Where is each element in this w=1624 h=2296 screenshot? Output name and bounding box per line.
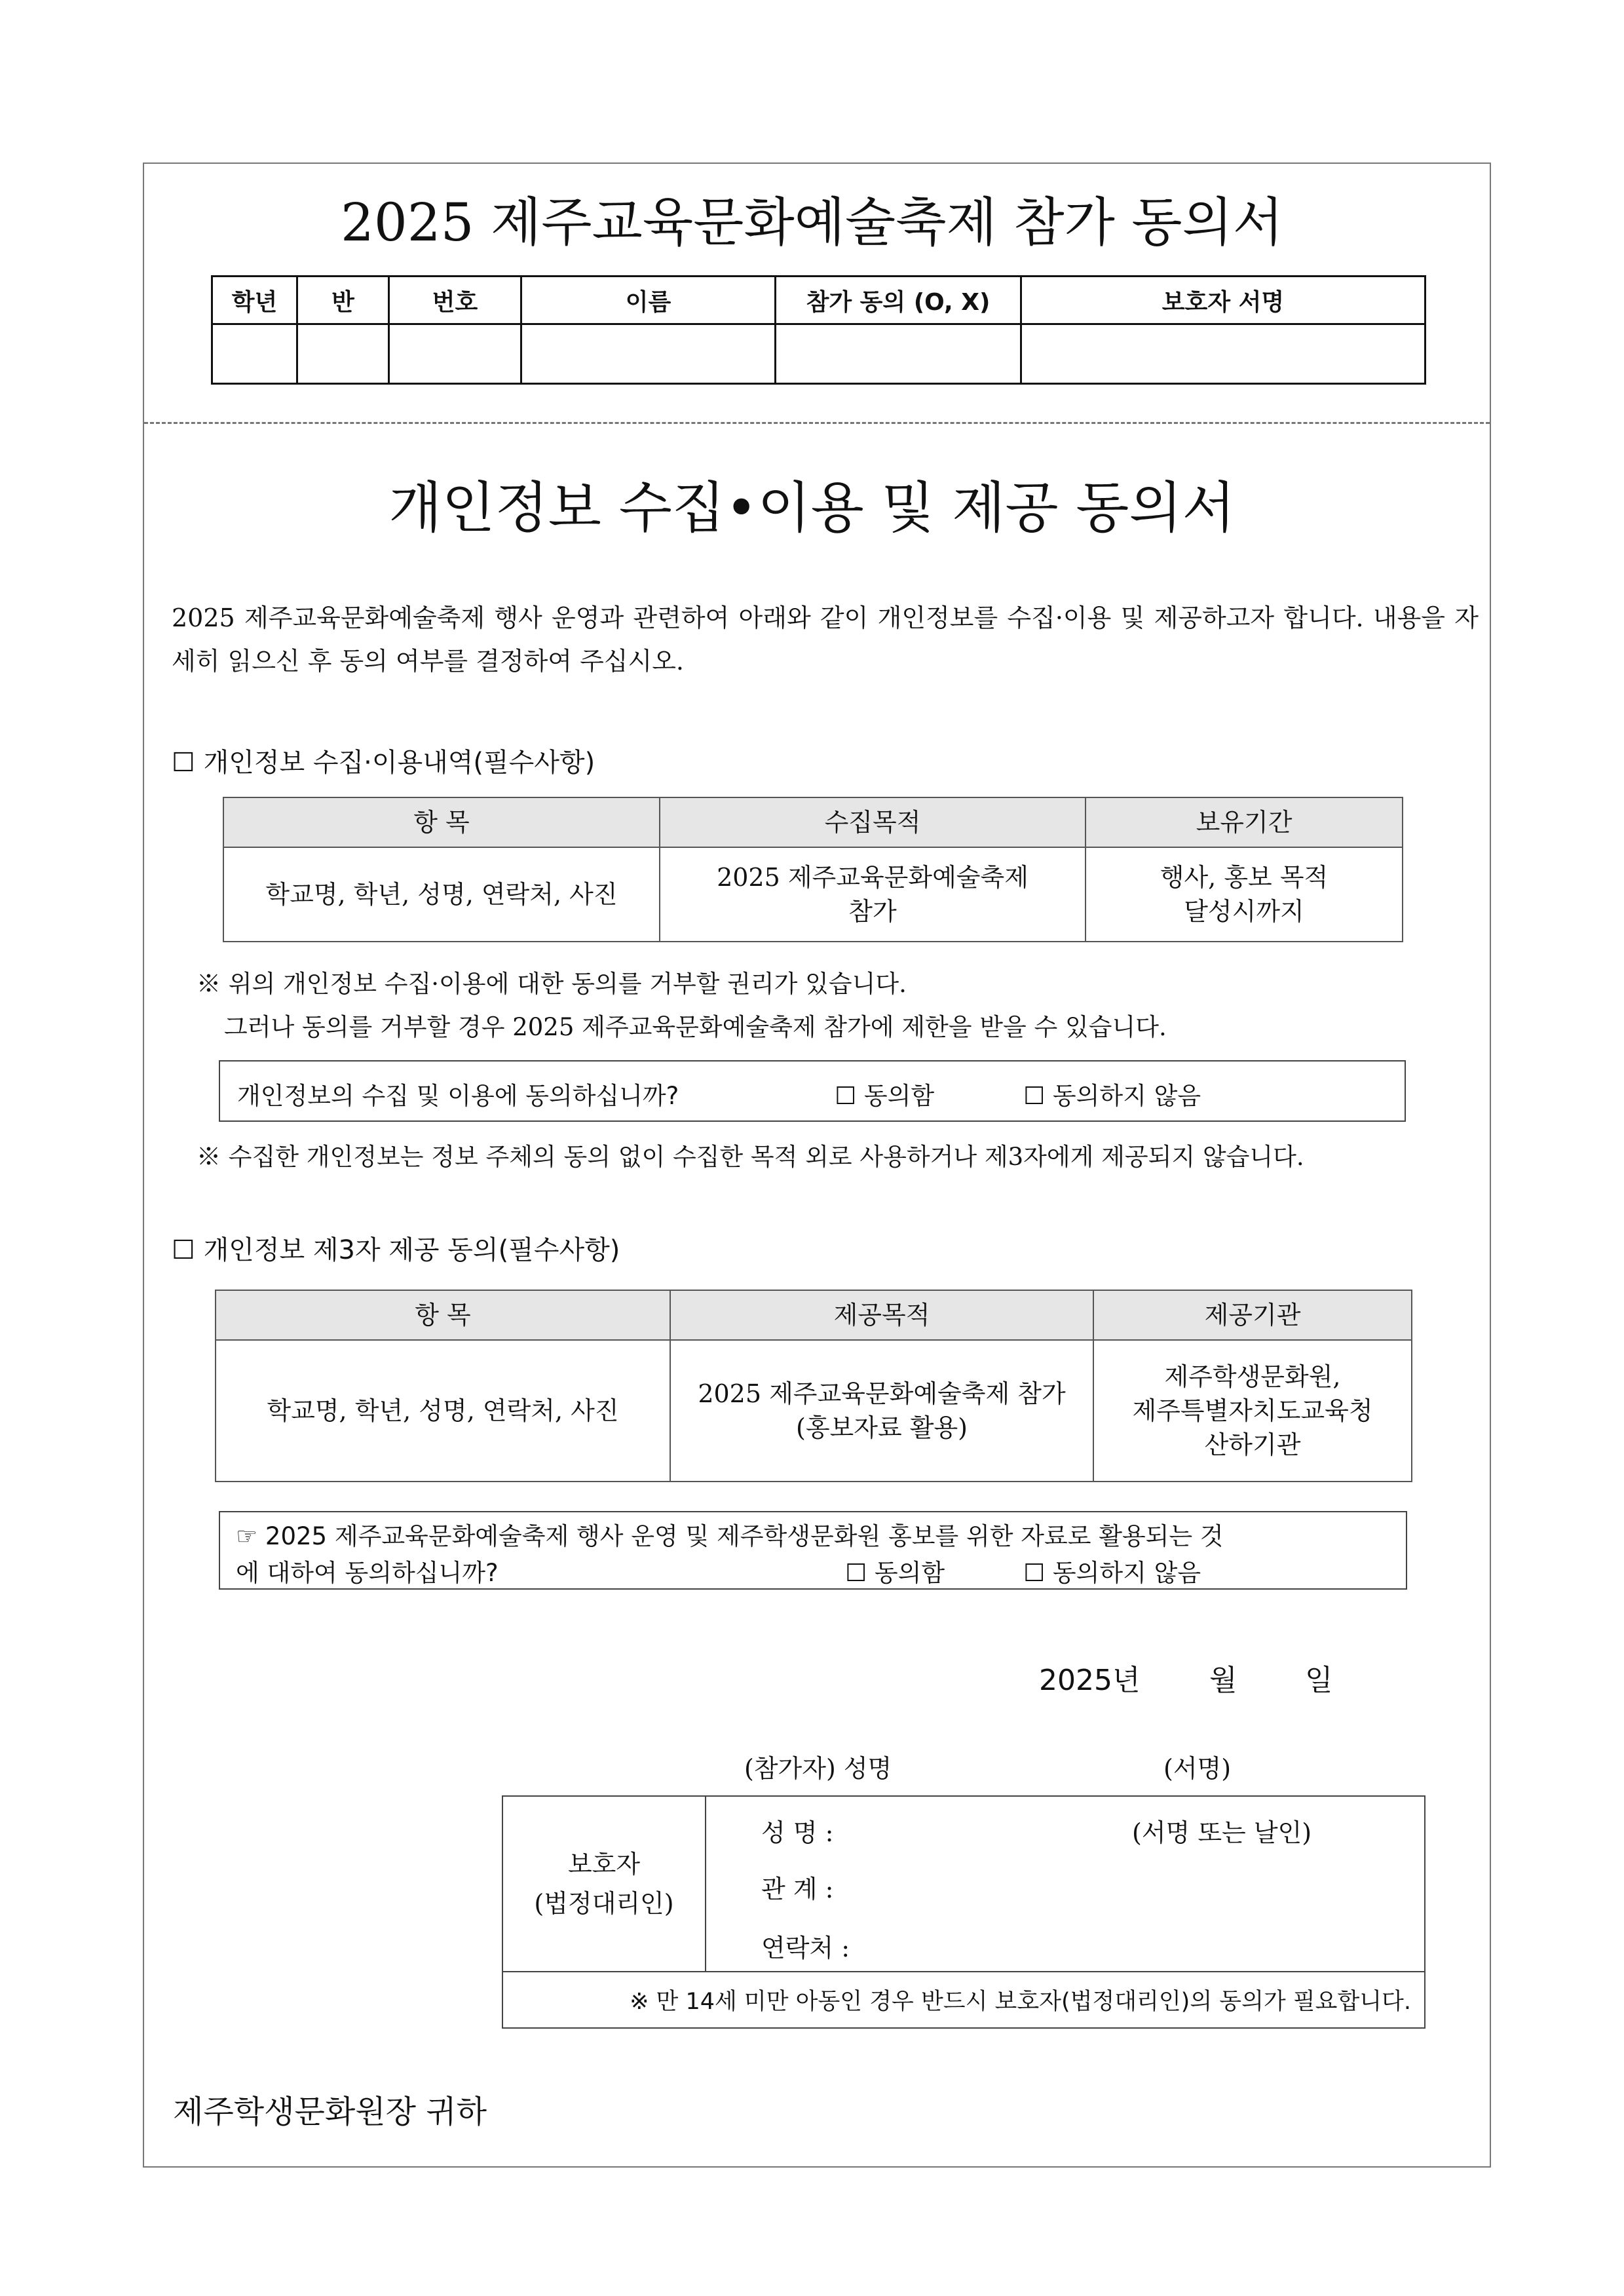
participant-signature-label[interactable]: (서명) (1163, 1754, 1232, 1783)
provision-consent-question-line2: 에 대하여 동의하십니까? (236, 1559, 499, 1587)
third-party-table (215, 1290, 1412, 1482)
provision-purpose-value: 2025 제주교육문화예술축제 참가 (홍보자료 활용) (670, 1340, 1093, 1482)
provision-agree-checkbox[interactable]: ☐ 동의함 (845, 1559, 945, 1587)
guardian-label: 보호자 (567, 1850, 641, 1879)
third-party-restriction-note: ※ 수집한 개인정보는 정보 주체의 동의 없이 수집한 목적 외로 사용하거나 제3자에게 제공되지 않습니다. (197, 1143, 1304, 1171)
cut-line-divider (144, 422, 1490, 424)
collection-retention-value: 행사, 홍보 목적 달성시까지 (1086, 847, 1403, 942)
provision-header-recipient: 제공기관 (1093, 1290, 1412, 1340)
header-number: 번호 (389, 277, 521, 324)
provision-header-purpose: 제공목적 (670, 1290, 1093, 1340)
collection-table (223, 797, 1403, 942)
provision-recipient-value: 제주학생문화원, 제주특별자치도교육청 산하기관 (1093, 1340, 1412, 1482)
provision-header-item: 항 목 (216, 1290, 670, 1340)
collection-header-item: 항 목 (223, 797, 660, 847)
collection-header-purpose: 수집목적 (660, 797, 1086, 847)
number-cell[interactable] (389, 324, 521, 384)
refusal-right-note: ※ 위의 개인정보 수집·이용에 대한 동의를 거부할 권리가 있습니다. (197, 970, 907, 998)
header-consent: 참가 동의 (O, X) (776, 277, 1021, 324)
header-grade: 학년 (212, 277, 297, 324)
grade-cell[interactable] (212, 324, 297, 384)
guardian-fields-cell (706, 1796, 1425, 1972)
provision-disagree-checkbox[interactable]: ☐ 동의하지 않음 (1023, 1559, 1201, 1587)
collection-agree-checkbox[interactable]: ☐ 동의함 (835, 1082, 935, 1110)
date-day[interactable]: 일 (1305, 1664, 1333, 1697)
student-info-table (211, 275, 1426, 385)
refusal-consequence-note: 그러나 동의를 거부할 경우 2025 제주교육문화예술축제 참가에 제한을 받을 수 있습니다. (224, 1013, 1167, 1041)
consent-cell[interactable] (776, 324, 1021, 384)
provision-item-value: 학교명, 학년, 성명, 연락처, 사진 (216, 1340, 670, 1482)
provision-consent-question-line1: ☞ 2025 제주교육문화예술축제 행사 운영 및 제주학생문화원 홍보를 위한 자료로 활용되는 것 (236, 1522, 1224, 1550)
guardian-signature-cell[interactable] (1021, 324, 1426, 384)
collection-consent-box (219, 1060, 1406, 1122)
collection-item-value: 학교명, 학년, 성명, 연락처, 사진 (223, 847, 660, 942)
provision-consent-box (219, 1511, 1407, 1590)
header-guardian-signature: 보호자 서명 (1021, 277, 1426, 324)
recipient-line: 제주학생문화원장 귀하 (173, 2094, 487, 2130)
guardian-signature-label[interactable]: (서명 또는 날인) (1132, 1818, 1312, 1847)
legal-representative-label: (법정대리인) (534, 1889, 674, 1918)
collection-consent-question: 개인정보의 수집 및 이용에 동의하십니까? (237, 1082, 679, 1110)
collection-purpose-value: 2025 제주교육문화예술축제 참가 (660, 847, 1086, 942)
guardian-contact-label[interactable]: 연락처 : (761, 1934, 850, 1962)
section2-heading: ☐ 개인정보 제3자 제공 동의(필수사항) (172, 1235, 620, 1265)
date-year: 2025년 (1039, 1664, 1141, 1697)
guardian-table (502, 1795, 1426, 2029)
consent-form-title: 2025 제주교육문화예술축제 참가 동의서 (340, 192, 1284, 253)
guardian-label-cell (502, 1796, 706, 1972)
guardian-notice: ※ 만 14세 미만 아동인 경우 반드시 보호자(법정대리인)의 동의가 필요합니다. (502, 1972, 1425, 2028)
collection-header-retention: 보유기간 (1086, 797, 1403, 847)
header-name: 이름 (521, 277, 776, 324)
collection-disagree-checkbox[interactable]: ☐ 동의하지 않음 (1023, 1082, 1201, 1110)
header-class: 반 (297, 277, 389, 324)
guardian-name-label[interactable]: 성 명 : (761, 1818, 834, 1847)
name-cell[interactable] (521, 324, 776, 384)
class-cell[interactable] (297, 324, 389, 384)
section1-heading: ☐ 개인정보 수집·이용내역(필수사항) (172, 748, 595, 778)
privacy-form-title: 개인정보 수집•이용 및 제공 동의서 (388, 476, 1236, 540)
guardian-relation-label[interactable]: 관 계 : (761, 1875, 834, 1904)
participant-name-label: (참가자) 성명 (744, 1754, 892, 1783)
intro-paragraph: 2025 제주교육문화예술축제 행사 운영과 관련하여 아래와 같이 개인정보를 수집·이용 및 제공하고자 합니다. 내용을 자세히 읽으신 후 동의 여부를 결정하여 주십시오. (172, 603, 1479, 676)
date-month[interactable]: 월 (1209, 1664, 1237, 1697)
